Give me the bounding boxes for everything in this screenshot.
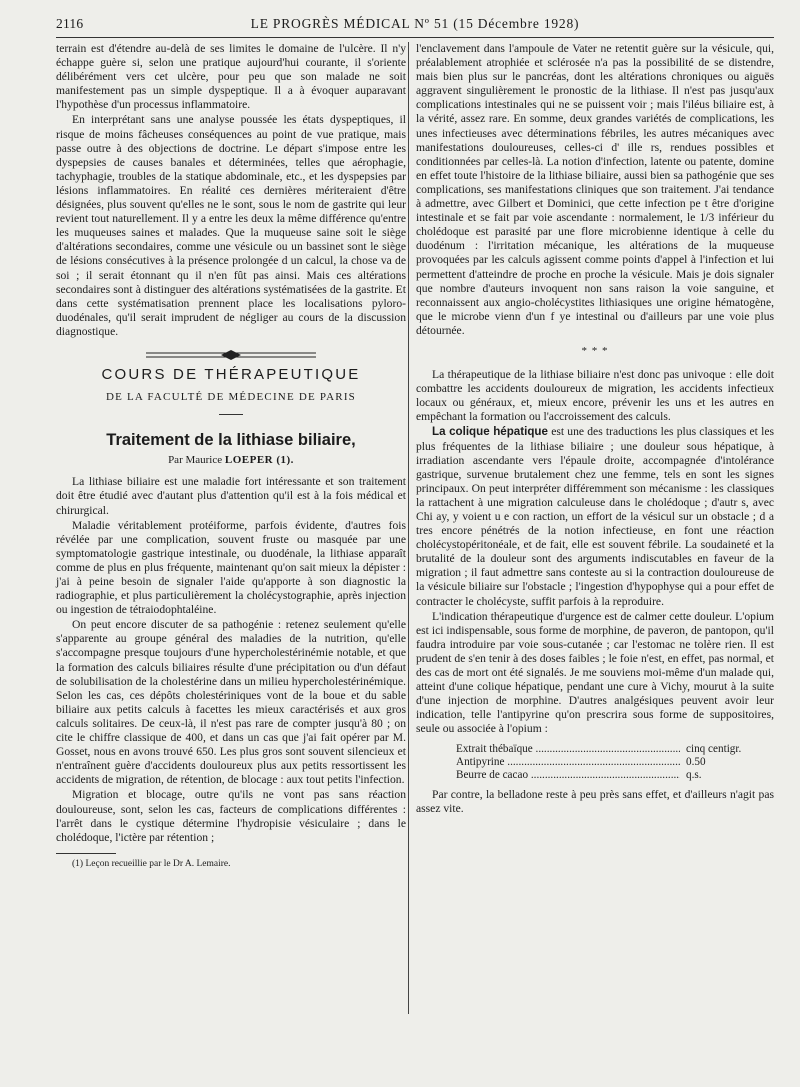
right-column bbox=[416, 42, 774, 816]
header-rule bbox=[56, 37, 774, 38]
body-paragraph: On peut encore discuter de sa pathogénie : retenez seulement qu'elle s'apparente au groupe général des maladies de la nutrition, qu'elle s'accompagne presque toujours d'une hypercholestérinémie notable, et que la formation des calculs biliaires résulte d'une précipitation ou d'un défaut de solubilisation de la cholestérine dans un milieu hypercholestérinémique. Selon les cas, ces dépôts cholestériniques vont de la boue et du sable biliaire aux petits calculs à facettes les mieux caractérisés et aux gros calculs solitaires. De ceux-là, il n'est pas rare de compter jusqu'à 80 ; on cite le chiffre classique de 400, et dans un cas que j'ai fait opérer par M. Gosset, nous en avons trouvé 650. Les plus gros sont souvent silencieux et n'entraînent guère d'accidents douloureux plus aux petits ressortissent les accidents de migration, de rétention, de blocage : aux tout petits l'infection. bbox=[56, 618, 406, 787]
prescription-row bbox=[456, 769, 756, 782]
ornament-divider-icon bbox=[146, 348, 316, 362]
section-stars: * * * bbox=[581, 344, 609, 357]
section-title: COURS DE THÉRAPEUTIQUE bbox=[101, 365, 361, 383]
running-header bbox=[56, 16, 774, 34]
body-paragraph: l'enclavement dans l'ampoule de Vater ne retentit guère sur la vésicule, qui, préalablement atrophiée et sclérosée n'a pas la possibilité de se distendre, mais bien plus sur le pancréas, dont les altérations chroniques ou aiguës aggravent singulièrement le pronostic de la lithiase. Il n'est pas jusqu'aux complications intestinales qui ne se puissent voir ; mais l'iléus biliaire est, à la vérité, assez rare. En somme, deux grandes variétés de complications, les unes infectieuses avec déterminations fébriles, les autres mécaniques avec manifestations douloureuses, celles-ci d' ille rs, rendues possibles et conditionnées par celles-là. La notion d'infection, latente ou patente, domine en effet toute l'histoire de la lithiase biliaire, aussi bien sa pathogénie que ses complications, ses manifestations cliniques que son traitement. J'ai tendance à admettre, avec Gilbert et Dominici, que cette infection pe t être d'origine intestinale et se fait par voie ascendante : normalement, le 1/3 inférieur du cholédoque est parasité par une flore microbienne identique à celle du duodénum : l'irritation mécanique, les altérations de la muqueuse provoquées par les calculs agissent comme points d'appel à l'infection et lui permettent d'atteindre de proche en proche la vésicule. Mais je dois signaler que nombre d'auteurs invoquent non sans raison la voie sanguine, et reconnaissent aux angio-cholécystites lithiasiques une origine hématogène, que le microbe vienn d'un f ye intestinal ou d'ailleurs par une voie plus détournée. bbox=[416, 42, 774, 337]
footnote: (1) Leçon recueillie par le Dr A. Lemaire. bbox=[72, 858, 231, 869]
body-paragraph: L'indication thérapeutique d'urgence est de calmer cette douleur. L'opium est ici indispensable, sous forme de morphine, de paveron, de pantopon, qu'il faudra introduire par voie sous-cutanée ; car l'estomac ne tolère rien. Il est prudent de s'en tenir à des doses faibles ; le foie n'est, en effet, pas normal, et des cas de mort ont été signalés. Je me souviens moi-même d'un malade qui, atteint d'une colique hépatique, pendant une cure à Vichy, mourut à la suite d'une injection de morphine. D'autres analgésiques peuvent avoir leur indication, telle l'antipyrine qu'on prescrira sous forme de suppositoires, seule ou associée à l'opium : bbox=[416, 609, 774, 736]
body-paragraph: La lithiase biliaire est une maladie fort intéressante et son traitement doit être étudié avec d'autant plus d'attention qu'il est à la fois médical et chirurgical. bbox=[56, 475, 406, 517]
body-paragraph: La thérapeutique de la lithiase biliaire n'est donc pas univoque : elle doit combattre les accidents douloureux de migration, les accidents infectieux locaux ou généraux, et, mieux encore, prévenir les uns et les autres en empêchant la formation ou l'accroissement des calculs. bbox=[416, 368, 774, 424]
prescription-qty: q.s. bbox=[686, 768, 702, 781]
body-paragraph: terrain est d'étendre au-delà de ses limites le domaine de l'ulcère. Il n'y échappe guère si, selon une pratique aujourd'hui courante, il s'oriente délibérément vers cet ulcère, pour peu que son malade ne soit manifestement pas un simple dyspeptique. Il a à évoquer auparavant l'hypothèse d'un processus inflammatoire. bbox=[56, 42, 406, 112]
short-rule bbox=[219, 414, 243, 415]
prescription-item: Beurre de cacao ..... bbox=[456, 769, 680, 782]
article-title: Traitement de la lithiase biliaire, bbox=[106, 431, 356, 450]
section-subtitle: DE LA FACULTÉ DE MÉDECINE DE PARIS bbox=[105, 391, 356, 404]
left-column bbox=[56, 42, 406, 870]
journal-title: LE PROGRÈS MÉDICAL Nº 51 (15 Décembre 1928) bbox=[250, 16, 580, 31]
prescription bbox=[456, 743, 756, 782]
prescription-qty: 0.50 bbox=[686, 755, 706, 768]
colique-lead: La colique hépatique bbox=[432, 425, 548, 439]
prescription-qty: cinq centigr. bbox=[686, 742, 742, 755]
body-paragraph: En interprétant sans une analyse poussée les états dyspeptiques, il risque de moins fâcheuses conséquences au point de vue pratique, mais passe outre à des objections de doctrine. Le départ s'impose entre les dyspepsies de causes banales et déterminées, telles que aérophagie, tachyphagie, troubles de la statique abdominale, etc., et les dyspepsies par lésions inflammatoires. En réalité ces dernières mériteraient d'être désignées, plus souvent qu'elles ne le sont, sous le nom de gastrite qui leur revient tout naturellement. Il y a entre les deux la même différence qu'entre les muqueuses saines et malades. Que la muqueuse saine soit le siège d'altérations secondaires, comme une vésicule ou un bassinet sont le siège de lésions consécutives à la présence prolongée d un calcul, la chose va de soi ; il serait étonnant qu il n'en fût pas ainsi. Mais ces altérations secondaires sont à distinguer des altérations systématisées de la gastrite. Et dans cette systématisation prennent place les localisations pyloro-duodénales, qu'il serait imprudent de négliger au cours de la discussion diagnostique. bbox=[56, 113, 406, 338]
colique-paragraph bbox=[416, 425, 774, 608]
prescription-row bbox=[456, 743, 756, 756]
author-name: LOEPER (1). bbox=[224, 454, 294, 467]
footnote-rule bbox=[56, 853, 116, 854]
body-paragraph: Migration et blocage, outre qu'ils ne vont pas sans réaction douloureuse, sont, selon les cas, facteurs de complications différentes : l'arrêt dans le cystique détermine l'hydropisie vésiculaire ; dans le cholédoque, l'ictère par rétention ; bbox=[56, 788, 406, 844]
prescription-item: Extrait thébaïque ..... bbox=[456, 743, 680, 756]
body-paragraph: Par contre, la belladone reste à peu près sans effet, et d'ailleurs n'agit pas assez vite. bbox=[416, 787, 774, 815]
byline bbox=[56, 453, 406, 467]
page-number: 2116 bbox=[56, 16, 84, 31]
column-divider bbox=[408, 42, 409, 1014]
body-paragraph: Maladie véritablement protéiforme, parfois évidente, d'autres fois révélée par une complication, souvent fruste ou masquée par une symptomatologie gastrique intestinale, ou duodénale, la lithiase apparaît comme de plus en plus fréquente, maintenant qu'on sait mieux la dépister : j'ai à peine besoin de signaler l'aide qu'apporte à son diagnostic la radiographie, et plus particulièrement la cholécystographie, après injection ou ingestion de tétraiodophtaléine. bbox=[56, 518, 406, 617]
byline-prefix: Par Maurice bbox=[168, 454, 223, 467]
prescription-item: Antipyrine ..... bbox=[456, 756, 680, 769]
prescription-row bbox=[456, 756, 756, 769]
colique-text: est une des traductions les plus classiques et les plus fréquentes de la lithiase biliaire ; une douleur sous hépatique, à irradiation ascendante vers l'épaule droite, accompagnée d'intolérance gastrique, survenue brutalement chez une femme, tels en sont les signes principaux. On peut interpréter différemment son mécanisme : les classiques la rattachent à une migration calculeuse dans le cholédoque ; d'autr s, avec Chi ay, y voient u e con raction, un effort de la vésicul sur un obstacle ; d a tres encore pénétrés de la notion infectieuse, en font une réaction cholécystopéritonéale, et de fait, elle est souvent fébrile. La soudaineté et la brutalité de la douleur sont des arguments indiscutables en faveur de la migration ; il faut admettre sans conteste au si la contraction douloureuse de la vésicule biliaire sur l'obstacle ; l'ingestion d'hypophyse qui a pour effet de contracter le cholécyste, suffit parfois à la reproduire. bbox=[416, 425, 775, 608]
